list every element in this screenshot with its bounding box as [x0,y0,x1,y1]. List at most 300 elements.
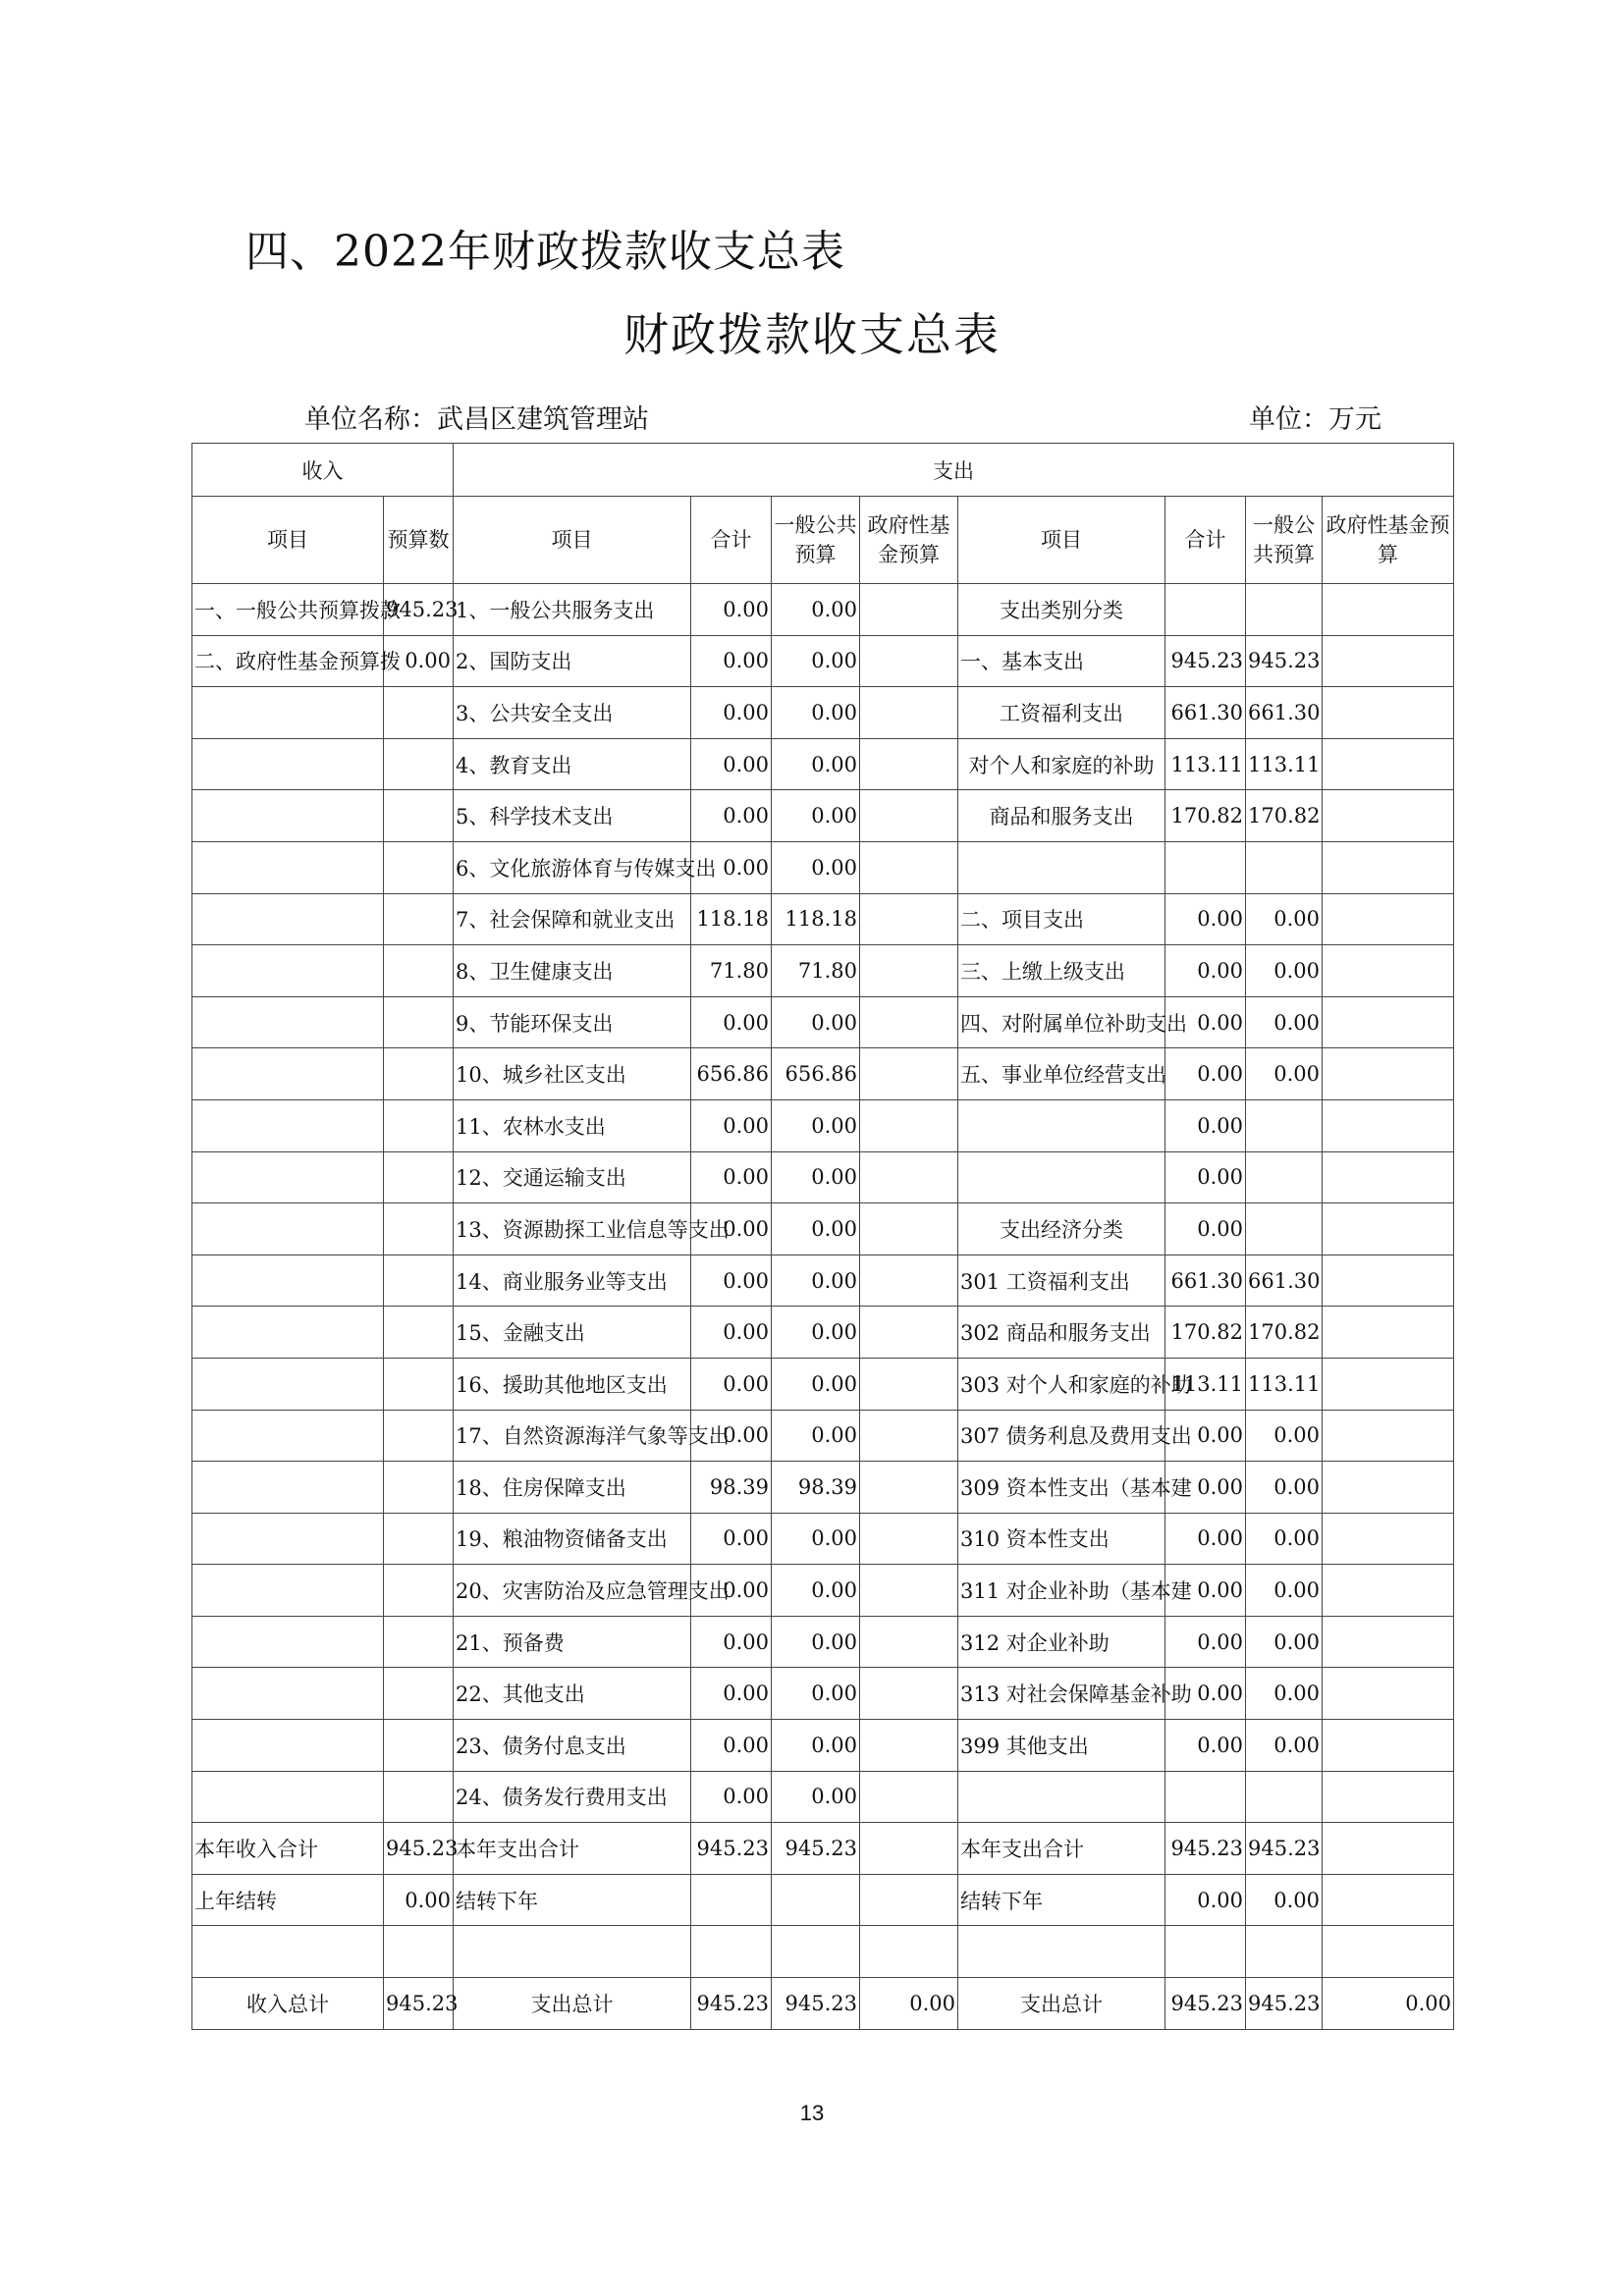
table-cell: 0.00 [691,584,772,636]
table-cell [1323,635,1454,687]
table-cell [860,1823,958,1875]
table-row [192,1410,1454,1462]
table-row [192,1255,1454,1307]
table-cell [192,945,384,997]
table-cell: 0.00 [1165,1462,1246,1514]
table-cell [384,1307,454,1359]
table-cell: 0.00 [772,1358,860,1410]
table-cell [1323,996,1454,1048]
table-cell: 0.00 [691,841,772,893]
table-cell: 0.00 [772,1565,860,1617]
table-cell [1323,1410,1454,1462]
table-row [192,687,1454,739]
table-row [192,1771,1454,1823]
table-cell: 本年收入合计 [192,1823,384,1875]
table-cell [384,1513,454,1565]
table-cell: 上年结转 [192,1874,384,1926]
table-cell [860,1668,958,1720]
table-row [192,1978,1454,2030]
table-cell [860,1358,958,1410]
table-cell: 0.00 [691,1771,772,1823]
table-cell: 0.00 [1323,1978,1454,2030]
table-cell: 0.00 [1165,1720,1246,1772]
table-cell: 五、事业单位经营支出 [958,1048,1165,1100]
table-cell: 11、农林水支出 [454,1099,691,1151]
table-cell: 0.00 [691,1668,772,1720]
income-section-header: 收入 [192,444,454,497]
table-cell [1246,1203,1323,1255]
table-cell [192,1668,384,1720]
table-cell: 113.11 [1246,1358,1323,1410]
table-cell: 7、社会保障和就业支出 [454,893,691,945]
table-cell: 0.00 [1165,1410,1246,1462]
table-cell: 18、住房保障支出 [454,1462,691,1514]
table-cell [384,687,454,739]
table-cell: 656.86 [772,1048,860,1100]
table-cell: 0.00 [691,687,772,739]
table-cell: 945.23 [1165,1823,1246,1875]
table-cell: 0.00 [691,1099,772,1151]
table-cell: 98.39 [772,1462,860,1514]
table-cell: 307 债务利息及费用支出 [958,1410,1165,1462]
table-cell [384,790,454,842]
table-cell [192,893,384,945]
table-cell [1323,945,1454,997]
table-cell: 170.82 [1165,1307,1246,1359]
unit-name-label: 单位名称：武昌区建筑管理站 [304,404,649,435]
table-cell [860,1307,958,1359]
table-cell [1323,1668,1454,1720]
table-cell [860,584,958,636]
table-cell [1323,841,1454,893]
table-cell: 0.00 [691,1255,772,1307]
table-cell: 12、交通运输支出 [454,1151,691,1203]
table-cell: 0.00 [772,635,860,687]
table-row [192,1151,1454,1203]
table-cell [1323,584,1454,636]
table-cell [1165,1926,1246,1978]
table-cell [192,1410,384,1462]
table-cell: 661.30 [1246,687,1323,739]
table-cell [1246,841,1323,893]
table-cell [1165,584,1246,636]
table-cell: 0.00 [1246,893,1323,945]
table-cell [1246,584,1323,636]
table-cell [192,1616,384,1668]
table-cell: 0.00 [772,738,860,790]
table-cell [192,1255,384,1307]
table-cell [860,1720,958,1772]
table-cell [860,1099,958,1151]
table-cell: 0.00 [384,1874,454,1926]
section-heading: 四、2022年财政拨款收支总表 [245,227,845,277]
table-cell: 945.23 [772,1978,860,2030]
table-cell: 一、一般公共预算拨款 [192,584,384,636]
table-cell [860,1462,958,1514]
table-cell: 0.00 [1246,1616,1323,1668]
table-cell [1246,1926,1323,1978]
table-row [192,1203,1454,1255]
table-cell: 0.00 [1165,893,1246,945]
table-cell [384,1616,454,1668]
table-row [192,841,1454,893]
table-cell [192,1358,384,1410]
table-cell: 313 对社会保障基金补助 [958,1668,1165,1720]
table-row [192,1926,1454,1978]
table-cell: 0.00 [691,1151,772,1203]
table-cell [1323,790,1454,842]
table-cell [958,1771,1165,1823]
table-cell: 二、项目支出 [958,893,1165,945]
table-cell: 309 资本性支出（基本建 [958,1462,1165,1514]
table-cell: 113.11 [1165,1358,1246,1410]
table-cell: 支出总计 [958,1978,1165,2030]
column-header: 合计 [691,497,772,584]
table-cell: 0.00 [1246,1048,1323,1100]
table-cell [860,1151,958,1203]
table-row [192,945,1454,997]
column-header-row [192,497,1454,584]
table-cell: 0.00 [1165,1099,1246,1151]
table-cell [691,1874,772,1926]
table-cell: 0.00 [1165,1151,1246,1203]
page-number: 13 [799,2101,825,2125]
table-cell: 945.23 [384,1978,454,2030]
table-cell [1323,1926,1454,1978]
table-cell [192,996,384,1048]
table-cell: 0.00 [1246,1720,1323,1772]
table-cell: 0.00 [772,1720,860,1772]
table-cell: 4、教育支出 [454,738,691,790]
table-cell [192,1048,384,1100]
table-cell [384,1048,454,1100]
table-cell [384,1151,454,1203]
table-cell [1323,1771,1454,1823]
column-header: 政府性基金预算 [860,497,958,584]
table-cell [1323,1823,1454,1875]
table-cell: 一、基本支出 [958,635,1165,687]
table-cell: 170.82 [1165,790,1246,842]
table-cell: 0.00 [772,841,860,893]
table-cell: 0.00 [1165,945,1246,997]
table-cell [384,841,454,893]
table-cell: 0.00 [1246,1462,1323,1514]
fiscal-budget-table [191,443,1454,2030]
table-cell [384,1771,454,1823]
table-cell: 支出总计 [454,1978,691,2030]
table-cell: 0.00 [772,1410,860,1462]
table-cell [384,893,454,945]
table-cell [384,1565,454,1617]
table-row [192,1874,1454,1926]
table-cell: 0.00 [1246,1513,1323,1565]
table-cell: 0.00 [772,1668,860,1720]
table-cell: 118.18 [691,893,772,945]
table-cell: 0.00 [1246,945,1323,997]
table-cell: 对个人和家庭的补助 [958,738,1165,790]
table-cell: 945.23 [772,1823,860,1875]
table-cell: 0.00 [772,1151,860,1203]
table-cell [860,738,958,790]
table-cell: 0.00 [772,1513,860,1565]
table-cell [860,1410,958,1462]
table-cell [384,945,454,997]
table-row [192,996,1454,1048]
table-cell [384,1410,454,1462]
table-row [192,1513,1454,1565]
table-cell: 311 对企业补助（基本建 [958,1565,1165,1617]
table-cell: 16、援助其他地区支出 [454,1358,691,1410]
table-row [192,1720,1454,1772]
table-cell [958,841,1165,893]
table-row [192,790,1454,842]
table-cell: 9、节能环保支出 [454,996,691,1048]
table-cell: 支出经济分类 [958,1203,1165,1255]
table-cell [192,687,384,739]
table-cell [772,1926,860,1978]
table-cell: 24、债务发行费用支出 [454,1771,691,1823]
table-cell: 0.00 [772,1203,860,1255]
expense-section-header: 支出 [454,444,1454,497]
table-cell: 20、灾害防治及应急管理支出 [454,1565,691,1617]
table-cell: 2、国防支出 [454,635,691,687]
table-row [192,1048,1454,1100]
table-cell: 656.86 [691,1048,772,1100]
table-cell: 945.23 [1165,1978,1246,2030]
table-cell [192,1099,384,1151]
table-cell: 661.30 [1165,687,1246,739]
column-header: 合计 [1165,497,1246,584]
table-cell: 0.00 [691,996,772,1048]
table-cell [860,841,958,893]
table-cell: 945.23 [1246,1823,1323,1875]
table-cell [384,1099,454,1151]
table-cell: 945.23 [384,584,454,636]
table-cell [192,1720,384,1772]
table-cell: 0.00 [691,1720,772,1772]
table-cell: 118.18 [772,893,860,945]
table-cell: 0.00 [691,1565,772,1617]
column-header: 项目 [192,497,384,584]
table-cell: 170.82 [1246,790,1323,842]
table-cell: 支出类别分类 [958,584,1165,636]
table-cell [384,1720,454,1772]
table-cell [860,687,958,739]
table-cell: 312 对企业补助 [958,1616,1165,1668]
table-cell: 0.00 [691,1513,772,1565]
table-cell: 17、自然资源海洋气象等支出 [454,1410,691,1462]
table-cell: 0.00 [1165,1668,1246,1720]
table-cell: 0.00 [691,1616,772,1668]
table-cell [1323,1616,1454,1668]
table-cell: 0.00 [1165,996,1246,1048]
table-row [192,584,1454,636]
table-row [192,1616,1454,1668]
table-cell: 0.00 [772,1307,860,1359]
table-cell: 0.00 [1165,1565,1246,1617]
table-cell: 0.00 [1165,1203,1246,1255]
table-cell: 0.00 [691,738,772,790]
table-cell: 14、商业服务业等支出 [454,1255,691,1307]
table-cell: 170.82 [1246,1307,1323,1359]
table-row [192,1565,1454,1617]
table-cell: 0.00 [1246,1874,1323,1926]
table-cell: 71.80 [691,945,772,997]
table-cell: 0.00 [1165,1874,1246,1926]
table-cell: 0.00 [691,1358,772,1410]
table-cell [772,1874,860,1926]
table-cell: 四、对附属单位补助支出 [958,996,1165,1048]
table-title: 财政拨款收支总表 [623,308,1001,361]
table-cell: 10、城乡社区支出 [454,1048,691,1100]
table-cell: 945.23 [691,1978,772,2030]
table-cell: 21、预备费 [454,1616,691,1668]
table-cell [860,635,958,687]
table-cell: 22、其他支出 [454,1668,691,1720]
column-header: 项目 [454,497,691,584]
table-cell: 302 商品和服务支出 [958,1307,1165,1359]
table-cell [1323,1151,1454,1203]
table-cell [860,1513,958,1565]
table-cell: 0.00 [772,996,860,1048]
currency-unit-label: 单位：万元 [1249,404,1381,435]
table-row [192,893,1454,945]
table-cell: 113.11 [1165,738,1246,790]
table-cell [192,1513,384,1565]
table-row [192,1668,1454,1720]
column-header: 项目 [958,497,1165,584]
table-cell: 0.00 [1246,1668,1323,1720]
column-header: 政府性基金预算 [1323,497,1454,584]
table-cell: 0.00 [772,584,860,636]
table-cell: 商品和服务支出 [958,790,1165,842]
table-cell [860,1048,958,1100]
table-cell: 0.00 [772,1099,860,1151]
table-cell: 113.11 [1246,738,1323,790]
table-cell [192,1462,384,1514]
table-cell: 945.23 [384,1823,454,1875]
table-cell: 本年支出合计 [958,1823,1165,1875]
table-cell [1323,1358,1454,1410]
table-cell [1323,1255,1454,1307]
table-cell: 3、公共安全支出 [454,687,691,739]
table-cell: 19、粮油物资储备支出 [454,1513,691,1565]
table-cell [1246,1099,1323,1151]
table-cell [860,790,958,842]
table-cell [1165,841,1246,893]
table-cell: 661.30 [1165,1255,1246,1307]
table-cell [384,1462,454,1514]
table-cell: 0.00 [1246,996,1323,1048]
table-cell [384,738,454,790]
table-cell: 0.00 [772,1255,860,1307]
table-cell: 0.00 [772,790,860,842]
table-cell [1323,1462,1454,1514]
table-cell: 0.00 [772,1771,860,1823]
table-cell [384,1358,454,1410]
table-cell: 0.00 [772,1616,860,1668]
table-row [192,1358,1454,1410]
table-cell: 0.00 [384,635,454,687]
table-cell [1323,738,1454,790]
table-cell: 0.00 [691,790,772,842]
table-cell [192,1771,384,1823]
table-cell: 945.23 [691,1823,772,1875]
table-cell [1323,1307,1454,1359]
table-cell: 三、上缴上级支出 [958,945,1165,997]
table-cell [1323,1565,1454,1617]
table-cell [860,1771,958,1823]
table-cell [860,945,958,997]
table-cell: 8、卫生健康支出 [454,945,691,997]
table-cell: 0.00 [691,1410,772,1462]
table-cell: 0.00 [1165,1513,1246,1565]
table-cell: 1、一般公共服务支出 [454,584,691,636]
table-cell: 23、债务付息支出 [454,1720,691,1772]
table-cell [860,1203,958,1255]
table-cell: 15、金融支出 [454,1307,691,1359]
table-cell [1323,687,1454,739]
table-cell: 13、资源勘探工业信息等支出 [454,1203,691,1255]
table-cell [958,1926,1165,1978]
table-cell [860,893,958,945]
table-cell: 0.00 [1246,1410,1323,1462]
table-cell [1323,893,1454,945]
table-cell [384,1255,454,1307]
table-cell: 303 对个人和家庭的补助 [958,1358,1165,1410]
table-cell [1323,1203,1454,1255]
table-cell [192,841,384,893]
table-cell: 945.23 [1246,1978,1323,2030]
table-cell: 0.00 [691,1203,772,1255]
table-cell: 301 工资福利支出 [958,1255,1165,1307]
table-cell: 结转下年 [958,1874,1165,1926]
table-cell: 0.00 [1246,1565,1323,1617]
table-cell [384,1926,454,1978]
table-cell [958,1151,1165,1203]
table-cell: 二、政府性基金预算拨 [192,635,384,687]
table-cell [1246,1151,1323,1203]
table-cell: 工资福利支出 [958,687,1165,739]
table-cell: 399 其他支出 [958,1720,1165,1772]
table-cell [192,1926,384,1978]
table-cell [192,1565,384,1617]
table-cell: 0.00 [691,1307,772,1359]
table-cell [958,1099,1165,1151]
table-cell: 0.00 [860,1978,958,2030]
table-cell [384,996,454,1048]
table-cell [860,1255,958,1307]
table-cell [1246,1771,1323,1823]
table-cell [860,1616,958,1668]
table-row [192,1307,1454,1359]
table-cell [860,1874,958,1926]
table-cell [454,1926,691,1978]
table-row [192,738,1454,790]
table-cell: 310 资本性支出 [958,1513,1165,1565]
column-header: 一般公共预算 [1246,497,1323,584]
section-header-row [192,444,1454,497]
table-cell [1323,1720,1454,1772]
table-cell [192,1151,384,1203]
table-cell [1165,1771,1246,1823]
table-cell [1323,1048,1454,1100]
table-cell [1323,1513,1454,1565]
table-row [192,1823,1454,1875]
table-cell: 结转下年 [454,1874,691,1926]
table-row [192,1099,1454,1151]
table-cell [860,1926,958,1978]
